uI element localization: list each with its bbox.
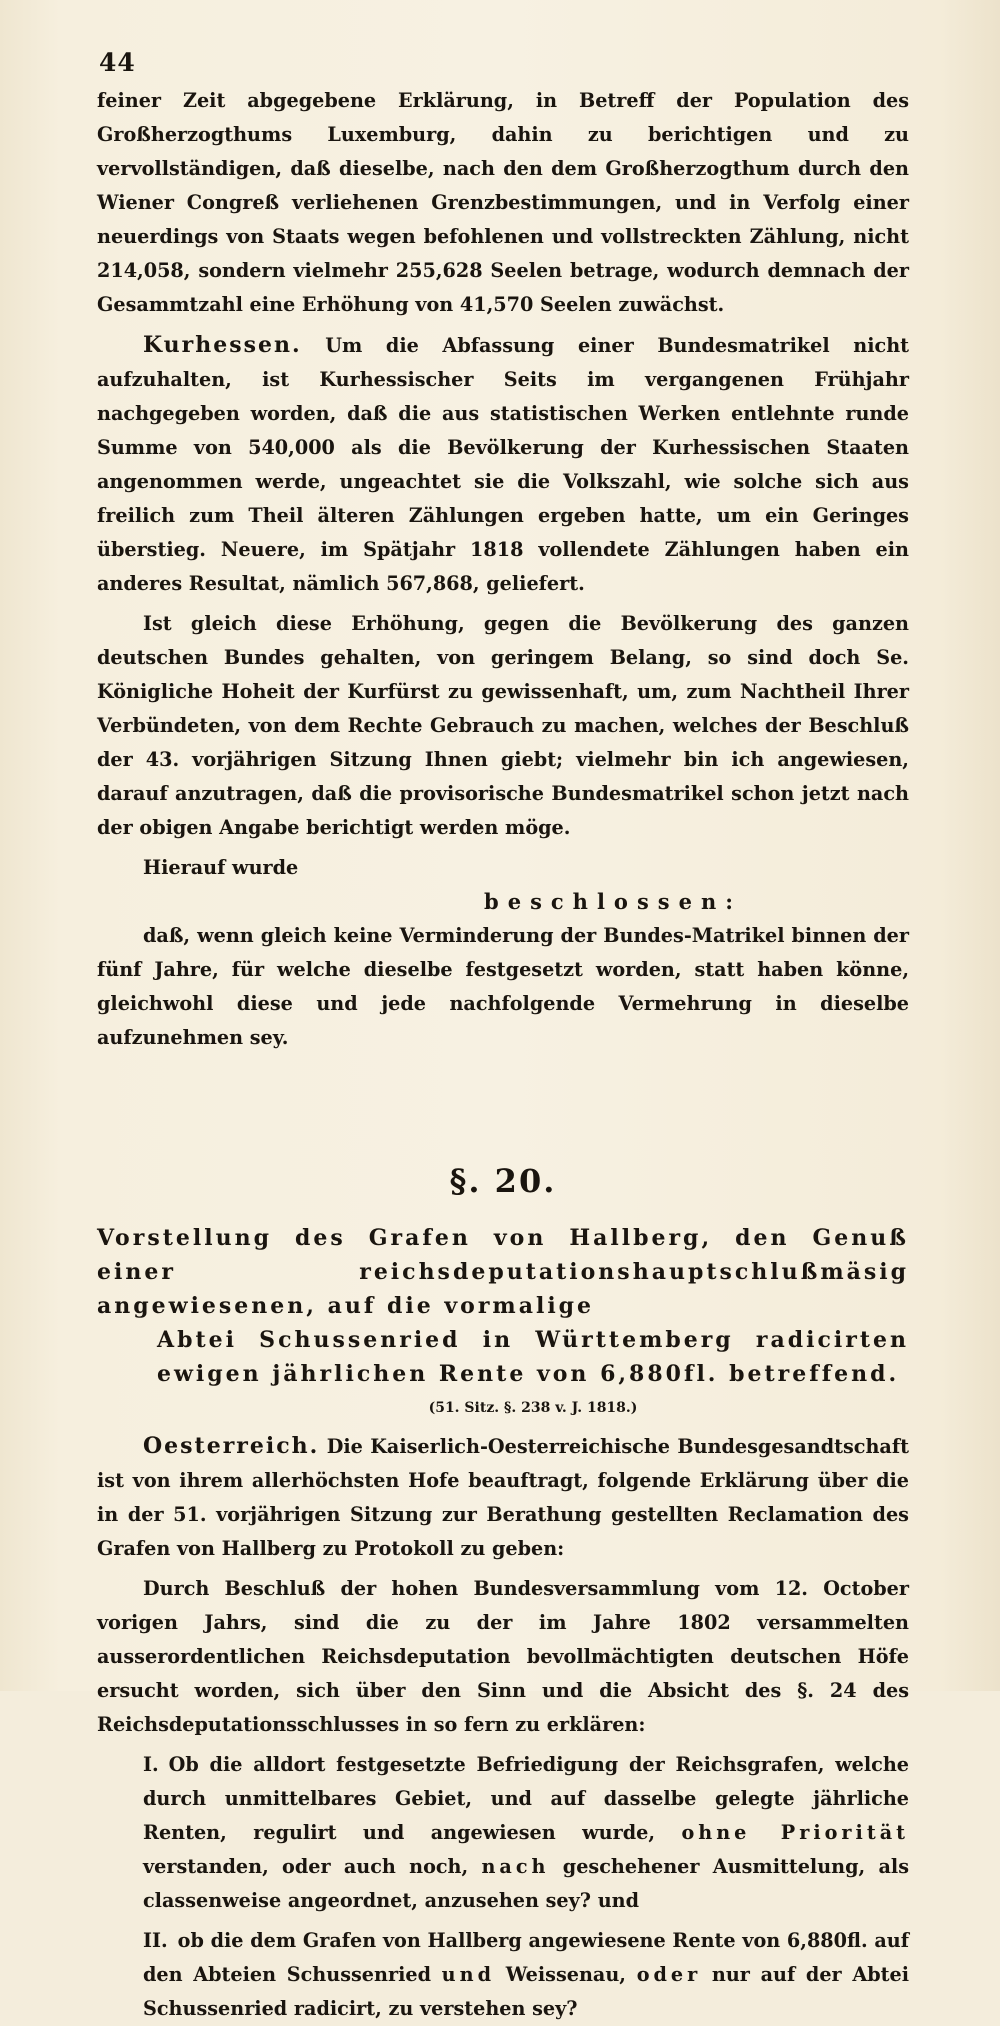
item1-spaced-1: ohne Priorität [681, 1821, 909, 1844]
page-content [97, 84, 909, 2026]
kurhessen-text: Um die Abfassung einer Bundesmatrikel nicht aufzuhalten, ist Kurhessischer Seits im vergangenen Frühjahr nachgegeben worden, daß die aus statistischen Werken entlehnte runde Summe von 540,000 als die Bevölkerung der Kurhessischen Staaten angenommen werde, ungeachtet sie die Volkszahl, wie solche sich aus freilich zum Theil älteren Zählungen ergeben hatte, um ein Geringes überstieg. Neuere, im Spätjahr 1818 vollendete Zählungen haben ein anderes Resultat, nämlich 567,868, geliefert. [97, 334, 910, 595]
oesterreich-text: Die Kaiserlich-Oesterreichische Bundesgesandtschaft ist von ihrem allerhöchsten Hofe beauftragt, folgende Erklärung über die in der 51. vorjährigen Sitzung zur Berathung gestellten Reclamation des Grafen von Hallberg zu Protokoll zu geben: [97, 1435, 909, 1560]
page-number: 44 [99, 48, 136, 77]
item2-text-c: nur auf der Abtei Schussenried radicirt, zu verstehen sey? [143, 1963, 909, 2020]
section-reference: (51. Sitz. §. 238 v. J. 1818.) [428, 1400, 638, 1416]
item1-text-a: Ob die alldort festgesetzte Befriedigung der Reichsgrafen, welche durch unmittelbares Gebiet, und auf dasselbe gelegte jährliche Renten, regulirt und angewiesen wurde, [143, 1753, 909, 1844]
paragraph-beschluss: Durch Beschluß der hohen Bundesversammlung vom 12. October vorigen Jahrs, sind die zu der im Jahre 1802 versammelten ausserordentlichen Reichsdeputation bevollmächtigten deutschen Höfe ersucht worden, sich über den Sinn und die Absicht des §. 24 des Reichsdeputationsschlusses in so fern zu erklären: [97, 1577, 909, 1736]
paragraph-erhoehung: Ist gleich diese Erhöhung, gegen die Bevölkerung des ganzen deutschen Bundes gehalten, von geringem Belang, so sind doch Se. Königliche Hoheit der Kurfürst zu gewissenhaft, um, zum Nachtheil Ihrer Verbündeten, von dem Rechte Gebrauch zu machen, welches der Beschluß der 43. vorjährigen Sitzung Ihnen giebt; vielmehr bin ich angewiesen, darauf anzutragen, daß die provisorische Bundesmatrikel schon jetzt nach der obigen Angabe berichtigt werden möge. [97, 612, 909, 839]
item2-spaced-1: und [441, 1963, 495, 1986]
section-number: §. 20. [449, 1162, 557, 1200]
section-title-line1: Vorstellung des Grafen von Hallberg, den Genuß einer reichsdeputationshauptschlußmäsig angewiesenen, auf die vormalige [97, 1225, 909, 1319]
item2-text-a: ob die dem Grafen von Hallberg angewiesene Rente von 6,880fl. auf den Abteien Schussenried [143, 1929, 909, 1986]
item2-number: II. [143, 1929, 168, 1952]
item1-text-b: verstanden, oder auch noch, [143, 1855, 469, 1878]
item1-text-c: geschehener Ausmittelung, als classenweise angeordnet, anzusehen sey? und [143, 1855, 910, 1912]
list-item-2 [97, 1924, 909, 2026]
list-item-1 [97, 1748, 909, 1918]
item1-number: I. [143, 1753, 159, 1776]
paragraph-oesterreich [97, 1429, 909, 1566]
item2-text-b: Weissenau, [505, 1963, 626, 1986]
paragraph-resolution: daß, wenn gleich keine Verminderung der Bundes-Matrikel binnen der fünf Jahre, für welche dieselbe festgesetzt worden, statt haben könne, gleichwohl diese und jede nachfolgende Vermehrung in dieselbe aufzunehmen sey. [97, 924, 909, 1049]
paragraph-kurhessen [97, 328, 909, 601]
section-title-line2: Abtei Schussenried in Württemberg radicirten ewigen jährlichen Rente von 6,880fl. betreffend. [157, 1327, 909, 1387]
section-title [97, 1221, 909, 1391]
paragraph-luxemburg: feiner Zeit abgegebene Erklärung, in Betreff der Population des Großherzogthums Luxemburg, dahin zu berichtigen und zu vervollständigen, daß dieselbe, nach den dem Großherzogthum durch den Wiener Congreß verliehenen Grenzbestimmungen, und in Verfolg einer neuerdings von Staats wegen befohlenen und vollstreckten Zählung, nicht 214,058, sondern vielmehr 255,628 Seelen betrage, wodurch demnach der Gesammtzahl eine Erhöhung von 41,570 Seelen zuwächst. [97, 89, 909, 316]
item2-spaced-2: oder [636, 1963, 702, 1986]
oesterreich-lead: Oesterreich. [143, 1433, 320, 1459]
paragraph-hierauf: Hierauf wurde [143, 856, 299, 879]
beschlossen-heading: beschlossen: [484, 889, 742, 914]
kurhessen-lead: Kurhessen. [143, 332, 302, 358]
item1-spaced-2: nach [481, 1855, 550, 1878]
